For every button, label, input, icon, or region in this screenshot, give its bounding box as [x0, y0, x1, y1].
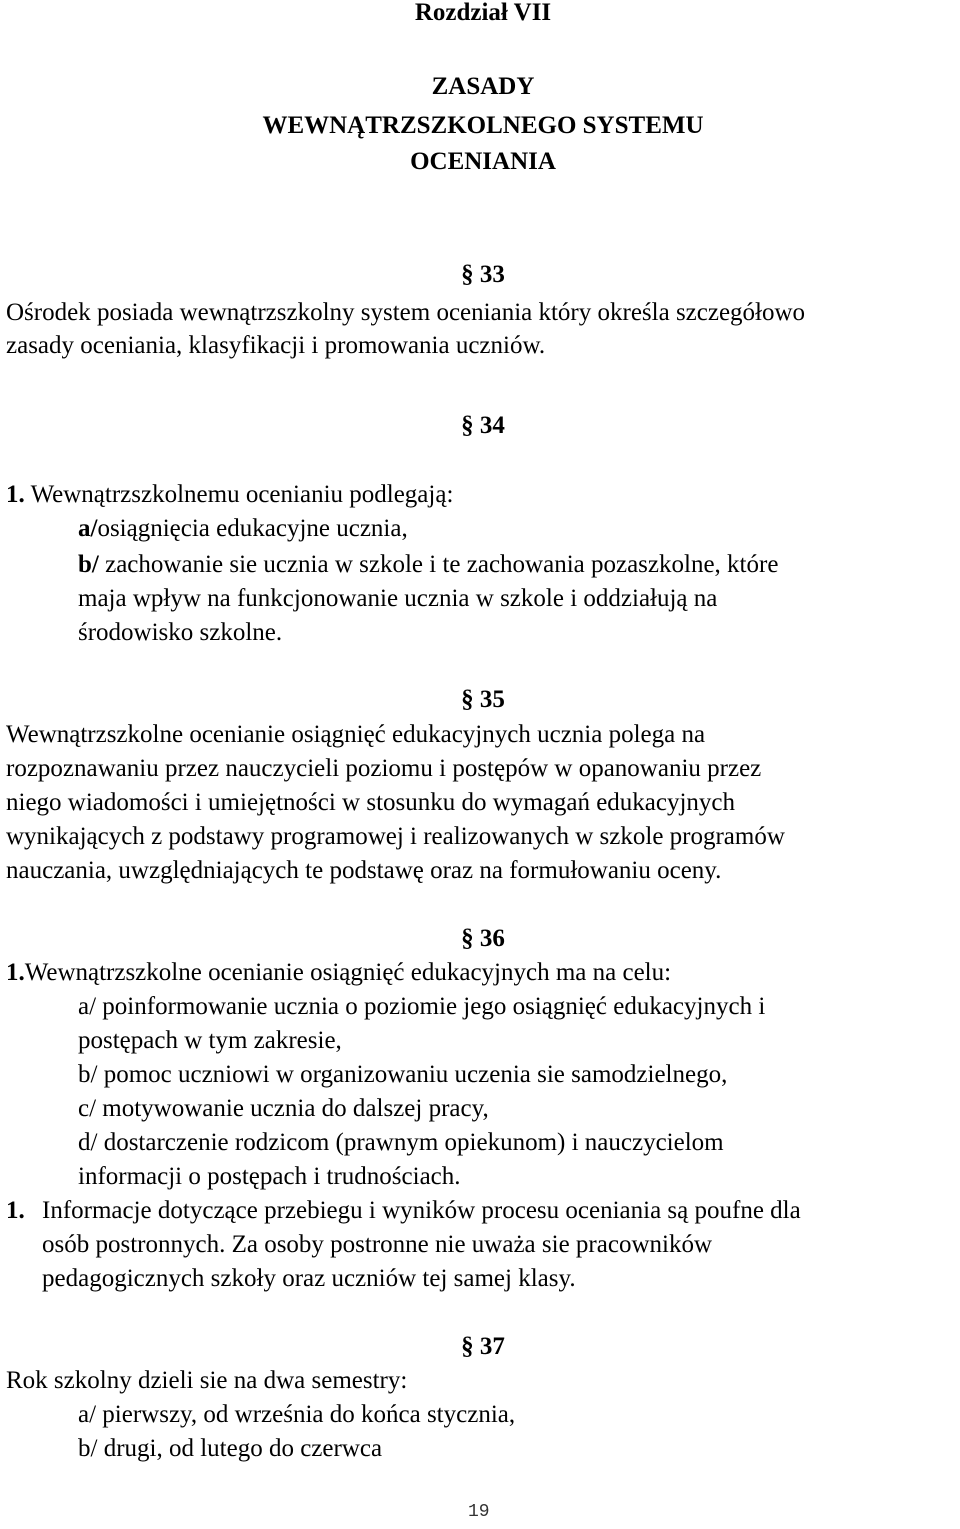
section-37-heading: § 37 — [461, 1333, 505, 1360]
section-33-line-1: Ośrodek posiada wewnątrzszkolny system oceniania który określa szczegółowo — [6, 299, 806, 326]
section-36-item-1 — [6, 956, 671, 990]
section-36-sub-line-5: d/ dostarczenie rodzicom (prawnym opiekunom) i nauczycielom — [78, 1129, 724, 1156]
section-35-heading: § 35 — [461, 686, 505, 713]
section-33-line-2: zasady oceniania, klasyfikacji i promowania uczniów. — [6, 332, 546, 359]
item-number: 1. — [6, 959, 25, 986]
section-36-sub-line-6: informacji o postępach i trudnościach. — [78, 1163, 461, 1190]
section-37-intro: Rok szkolny dzieli sie na dwa semestry: — [6, 1367, 408, 1394]
section-35-line-1: Wewnątrzszkolne ocenianie osiągnięć edukacyjnych ucznia polega na — [6, 721, 706, 748]
point-b-text: zachowanie sie ucznia w szkole i te zachowania pozaszkolne, które — [98, 551, 779, 578]
title-line-1: ZASADY — [431, 73, 535, 100]
section-34-point-b-line-3: środowisko szkolne. — [78, 619, 283, 646]
section-37-sub-line-1: a/ pierwszy, od września do końca stycznia, — [78, 1401, 516, 1428]
item-text: Wewnątrzszkolne ocenianie osiągnięć edukacyjnych ma na celu: — [24, 959, 672, 986]
section-34-point-a — [78, 512, 408, 546]
section-36-item-2-line-2: osób postronnych. Za osoby postronne nie uważa sie pracowników — [42, 1231, 712, 1258]
section-35-line-2: rozpoznawaniu przez nauczycieli poziomu i postępów w opanowaniu przez — [6, 755, 762, 782]
point-a-marker: a/ — [78, 515, 98, 542]
section-33-heading: § 33 — [461, 261, 505, 288]
section-35-line-5: nauczania, uwzględniających te podstawę oraz na formułowaniu oceny. — [6, 857, 722, 884]
section-35-line-3: niego wiadomości i umiejętności w stosunku do wymagań edukacyjnych — [6, 789, 736, 816]
section-34-point-b-line-2: maja wpływ na funkcjonowanie ucznia w szkole i oddziałują na — [78, 585, 718, 612]
page-number: 19 — [468, 1502, 490, 1522]
section-34-point-b — [78, 548, 778, 582]
section-34-item-1 — [6, 478, 453, 512]
section-37-sub-line-2: b/ drugi, od lutego do czerwca — [78, 1435, 383, 1462]
section-36-sub-line-4: c/ motywowanie ucznia do dalszej pracy, — [78, 1095, 489, 1122]
point-b-marker: b/ — [78, 551, 99, 578]
item-text: Wewnątrzszkolnemu ocenianiu podlegają: — [30, 481, 454, 508]
section-36-heading: § 36 — [461, 925, 505, 952]
section-36-sub-line-2: postępach w tym zakresie, — [78, 1027, 342, 1054]
item-number: 1. — [6, 481, 25, 508]
chapter-heading: Rozdział VII — [414, 0, 552, 26]
point-a-text: osiągnięcia edukacyjne ucznia, — [97, 515, 408, 542]
section-34-heading: § 34 — [461, 412, 505, 439]
section-36-item-2-number: 1. — [6, 1197, 25, 1224]
section-36-item-2-line-1: Informacje dotyczące przebiegu i wyników procesu oceniania są poufne dla — [42, 1197, 801, 1224]
section-36-item-2-line-3: pedagogicznych szkoły oraz uczniów tej samej klasy. — [42, 1265, 576, 1292]
section-36-sub-line-1: a/ poinformowanie ucznia o poziomie jego osiągnięć edukacyjnych i — [78, 993, 766, 1020]
section-36-sub-line-3: b/ pomoc uczniowi w organizowaniu uczenia sie samodzielnego, — [78, 1061, 728, 1088]
section-35-line-4: wynikających z podstawy programowej i realizowanych w szkole programów — [6, 823, 785, 850]
title-line-2: WEWNĄTRZSZKOLNEGO SYSTEMU — [262, 112, 704, 139]
title-line-3: OCENIANIA — [410, 148, 556, 175]
